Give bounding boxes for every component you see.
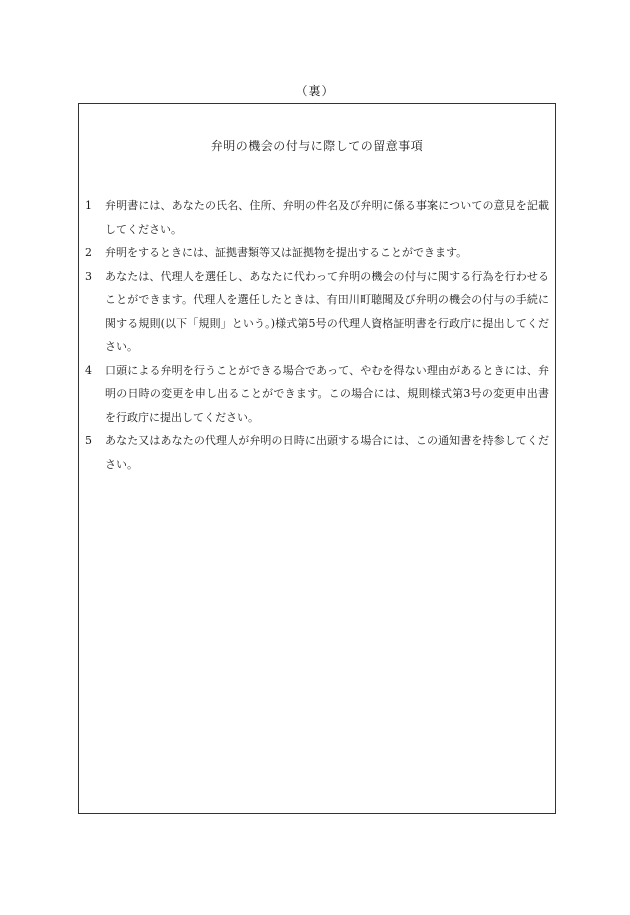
note-item (85, 359, 549, 430)
note-text: あなた又はあなたの代理人が弁明の日時に出頭する場合には、この通知書を持参してください。 (105, 434, 549, 471)
note-number: 5 (85, 434, 92, 447)
notes-list (85, 194, 549, 476)
note-item (85, 241, 549, 265)
note-number: 3 (85, 269, 92, 283)
notice-frame (78, 103, 556, 814)
note-text: 口頭による弁明を行うことができる場合であって、やむを得ない理由があるときには、弁明の日時の変更を申し出ることができます。この場合には、規則様式第3号の変更申出書を行政庁に提出してください。 (105, 363, 549, 424)
note-text: あなたは、代理人を選任し、あなたに代わって弁明の機会の付与に関する行為を行わせることができます。代理人を選任したときは、有田川町聴聞及び弁明の機会の付与の手続に関する規則(以下「規則」という。)様式第5号の代理人資格証明書を行政庁に提出してください。 (105, 269, 549, 353)
page-side-label: （裏） (295, 84, 335, 98)
note-number: 1 (85, 199, 92, 212)
note-text: 弁明書には、あなたの氏名、住所、弁明の件名及び弁明に係る事案についての意見を記載してください。 (105, 199, 549, 236)
note-item (85, 194, 549, 241)
document-title: 弁明の機会の付与に際しての留意事項 (210, 139, 424, 153)
note-number: 4 (85, 363, 92, 377)
note-number: 2 (85, 246, 92, 259)
note-item (85, 265, 549, 359)
note-text: 弁明をするときには、証拠書類等又は証拠物を提出することができます。 (105, 246, 468, 259)
note-item (85, 429, 549, 476)
